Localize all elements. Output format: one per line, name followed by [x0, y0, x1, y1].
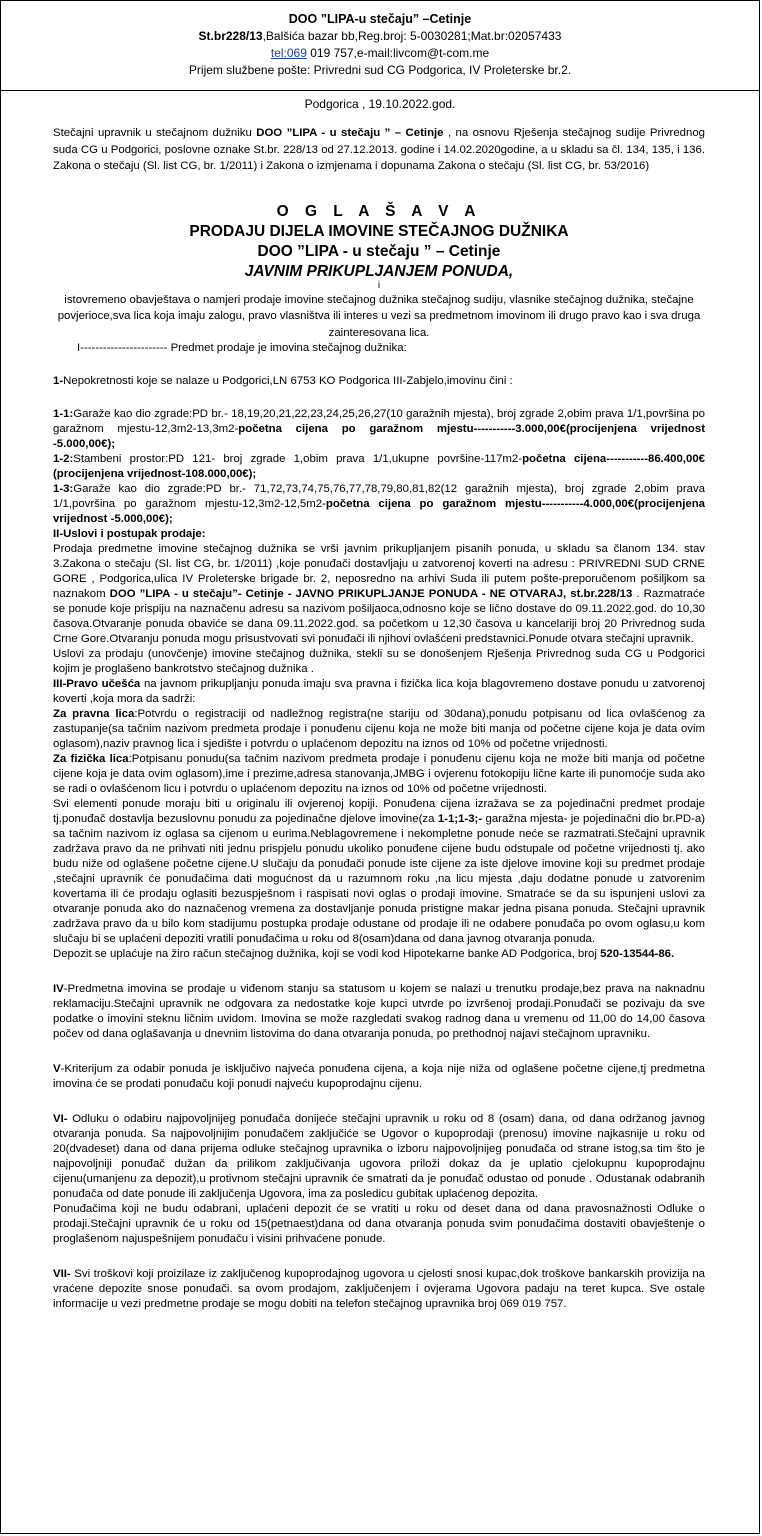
section-ii-text: Prodaja predmetne imovine stečajnog dužnika se vrši javnim prikupljanjem pisanih ponuda, u skladu sa članom 134. stav 3.Zakona o stečaju (Sl. list CG, br. 1/2011) ,koje ponuđači dostavljaju u zatvorenoj koverti na adresu : PRIVREDNI SUD CRNE GORE , Podgorica,ulica IV Proleterske brigade br. 2, neposredno na arhivi Suda ili putem pošte-preporučenom pošiljkom sa naznakom	[53, 543, 705, 600]
company-name: DOO ”LIPA-u stečaju” –Cetinje	[288, 12, 472, 26]
section-iii-heading	[53, 677, 705, 707]
offer-rules-text-end: garažna mjesta- je pojedinačni dio br.PD-a) sa tačnim nazivom iz oglasa sa cijenom u eurima.Neblagovremene i nekompletne ponude neće se razmatrati.Stečajni upravnik zadržava pravo da ne prihvati niti jednu prispjelu ponudu ukoliko ponuđene cijene budu odstupale od početne vrijednosti tj. ako budu niže od oglašene početne cijene.U slučaju da ponuđači ponude iste cijene za iste djelove imovine koji su predmet prodaje ,stečajni upravnik će ponuđačima dati mogućnost da u razumnom roku ,na licu mjesta ,daju dodatne ponude u zatvorenim kovertama ili će prodaju oglasiti bezuspješnom i raspisati novi oglas o prodaji imovine. Smatraće se da su ispunjeni uslovi za otvaranje ponuda ako do naznačenog vremena za dostavljanje ponuda pristigne makar jedna pisana ponuda. Stečajni upravnik zadržava pravo da u bilo kom stadijumu postupka prodaje odustane od prodaje ili ne odabere ponuđača po ovom oglasu,u kom slučaju bi se uplaćeni depoziti vratili ponuđačima u roku od 8(osam)dana od dana javnog otvaranja ponuda.	[53, 813, 705, 945]
spacer	[53, 389, 705, 407]
announcement-connector: i	[377, 279, 381, 291]
item-price: početna cijena-----------86.400,00€(procijenjena vrijednost-108.000,00€);	[53, 453, 706, 480]
deposit-text: Depozit se uplaćuje na žiro račun stečajnog dužnika, koji se vodi kod Hipotekarne banke AD Podgorica, broj	[53, 948, 601, 960]
item-price: početna cijena po garažnom mjestu-----------4.000,00€(procijenjena vrijednost -5.000,00€);	[53, 498, 705, 525]
section-vi-paragraph-2: Ponuđačima koji ne budu odabrani, uplaćeni depozit će se vratiti u roku od deset dana od dana pravosnažnosti Odluke o prodaji.Stečajni upravnik će u roku od 15(petnaest)dana od dana otvaranja ponuda svim ponuđačima dostaviti obavještenje o proglašenom najuspešnijem ponuđaču i visini prihvaćene ponude.	[53, 1203, 705, 1245]
legal-entities-label: Za pravna lica	[53, 708, 135, 720]
item-label: 1-2:	[53, 453, 74, 465]
intro-paragraph	[53, 125, 705, 175]
item-1-3	[53, 482, 705, 527]
announcement-line-4: JAVNIM PRIKUPLJANJEM PONUDA,	[244, 262, 514, 280]
natural-persons-paragraph	[53, 752, 705, 797]
registry-line	[1, 28, 759, 45]
section-vi-text: Odluku o odabiru najpovoljnijeg ponuđača donijeće stečajni upravnik u roku od 8 (osam) dana, od dana održanog javnog otvaranja ponuda. Sa najpovoljnijim ponuđačem zaključiće se Ugovor o kupoprodaji (prenosu) imovine najkasnije u roku od 20(dvadeset) dana od dana prijema odluke stečajnog upravnika o izboru najpovoljnijeg ponuđača od strane istog,sa tim što je najpovoljniji ponuđač dužan da prilikom zaključivanja ugovora priloži dokaz da je uplatio cjelokupnu kupoprodajnu cijenu(umanjenu za depozit),u protivnom stečajni upravnik će smatrati da je ponuđač odustao od ponude . Odustanak odabranih ponuđača od date ponude ili zaključenja Ugovora, ima za posledicu gubitak uplaćenog depozita.	[53, 1113, 705, 1200]
item-1-1	[53, 407, 705, 452]
item-label: 1-1:	[53, 408, 74, 420]
section-i-heading: I----------------------- Predmet prodaje je imovina stečajnog dužnika:	[77, 342, 407, 354]
item-text: Garaže kao dio zgrade:PD br.- 18,19,20,21,22,23,24,25,26,27(10 garažnih mjesta), broj zgrade 2,obim prava 1/1,površina po garažnom mjestu-12,3m2-13,3m2-	[53, 408, 705, 435]
item-price: početna cijena po garažnom mjestu-----------3.000,00€(procijenjena vrijednost -5.000,00€);	[53, 423, 705, 450]
announcement-line-1: O G L A Š A V A	[276, 202, 482, 220]
spacer	[53, 1092, 705, 1112]
bank-account-number: 520-13544-86.	[600, 948, 675, 960]
item-label: 1-3:	[53, 483, 74, 495]
section-iii-label: III-Pravo učešća	[53, 678, 141, 690]
section-ii-text-end: . Razmatraće se ponude koje prispiju na naznačenu adresu sa nazivom pošiljaoca,odnosno koje se lično dostave do 09.11.2022.god. do 10,30 časova.Otvaranje ponuda obaviće se dana 09.11.2022.god. sa početkom u 12,30 časova u kancelariji broj 20 Privrednog suda Crne Gore.Otvaranju ponuda mogu prisustvovati svi ponuđači ili njihovi ovlašćeni predstavnici.Ponude otvara stečajni upravnik.	[53, 588, 705, 645]
section-vi-paragraph-1	[53, 1112, 705, 1202]
date-line: Podgorica , 19.10.2022.god.	[304, 97, 456, 111]
section-i-intro-text: Nepokretnosti koje se nalaze u Podgorici,LN 6753 KO Podgorica III-Zabjelo,imovinu čini :	[63, 375, 513, 387]
case-number: St.br228/13	[198, 29, 263, 43]
offer-rules-paragraph	[53, 797, 705, 947]
spacer	[53, 1042, 705, 1062]
offer-rules-text: Svi elementi ponude moraju biti u originalu ili ovjerenoj kopiji. Ponuđena cijena izražava se za pojedinačni predmet prodaje tj.ponuđač dostavlja bezuslovnu ponudu za pojedinačne djelove imovine(za	[53, 798, 705, 825]
envelope-label: DOO ”LIPA - u stečaju”- Cetinje - JAVNO PRIKUPLJANJE PONUDA - NE OTVARAJ, st.br.228/13	[109, 588, 633, 600]
spacer	[53, 962, 705, 982]
section-v-label: V	[53, 1063, 61, 1075]
item-reference: 1-1;1-3;-	[437, 813, 483, 825]
document-body	[53, 125, 705, 1312]
phone-link[interactable]: tel:069	[270, 46, 307, 60]
section-vi-label: VI-	[53, 1113, 68, 1125]
spacer	[53, 356, 705, 374]
legal-entities-text: :Potvrdu o registraciji od nadležnog registra(ne stariju od 30dana),ponudu potpisanu od lica ovlašćenog za zastupanje(sa tačnim nazivom predmeta prodaje i ponuđenu cijenu koja ne može biti manja od početne cijene koja je data ovim oglasom),naziv pravnog lica i sjedište i potvrdu o uplaćenom depozitu na iznos od 10% od početne vrijednosti.	[53, 708, 705, 750]
natural-persons-text: :Potpisanu ponudu(sa tačnim nazivom predmeta prodaje i ponuđenu cijenu koja ne može biti manja od početne cijene koja je data ovim oglasom),ime i prezime,adresa stanovanja,JMBG i ovjerenu fotokopiju lične karte ili punomoćje suda ako se radi o ovlašćenom licu i potvrdu o uplaćenom depozitu na iznos od 10% od početne vrijednosti.	[53, 753, 705, 795]
item-text: Stambeni prostor:PD 121- broj zgrade 1,obim prava 1/1,ukupne površine-117m2-	[73, 453, 523, 465]
section-ii-paragraph-1	[53, 542, 705, 647]
section-vii-label: VII-	[53, 1268, 71, 1280]
contact-details: 019 757,e-mail:livcom@t-com.me	[306, 46, 490, 60]
mail-receipt-line: Prijem službene pošte: Privredni sud CG Podgorica, IV Proleterske br.2.	[188, 63, 572, 77]
section-ii-paragraph-2: Uslovi za prodaju (unovčenje) imovine stečajnog dužnika, stekli su se donošenjem Rješenja Privrednog suda CG u Podgorici kojim je proglašeno bankrotstvo stečajnog dužnika .	[53, 648, 705, 675]
notice-paragraph: istovremeno obavještava o namjeri prodaje imovine stečajnog dužnika stečajnog sudiju, vlasnike stečajnog dužnika, stečajne povjerioce,sva lica koja imaju zalogu, pravo vlasništva ili interes u vezi sa predmetnom imovinom ili drugo pravo kao i sva druga zainteresovana lica.	[57, 293, 701, 339]
section-v-text: -Kriterijum za odabir ponuda je isključivo najveća ponuđena cijena, a koja nije niža od oglašene početne cijene,tj predmetna imovina će se prodati ponuđaču koji ponudi najveću kupoprodajnu cijenu.	[53, 1063, 705, 1090]
intro-text: Stečajni upravnik u stečajnom dužniku	[53, 127, 257, 139]
letterhead	[1, 11, 759, 79]
header-divider	[1, 90, 759, 91]
registry-details: ,Balšića bazar bb,Reg.broj: 5-0030281;Mat.br:02057433	[262, 29, 562, 43]
natural-persons-label: Za fizička lica	[53, 753, 129, 765]
contact-line	[1, 45, 759, 62]
announcement-line-3: DOO ”LIPA - u stečaju ” – Cetinje	[257, 242, 501, 260]
section-iv	[53, 982, 705, 1042]
section-iii-intro: na javnom prikupljanju ponuda imaju sva pravna i fizička lica koja blagovremeno dostave ponudu u zatvorenoj koverti ,koja mora da sadrži:	[53, 678, 706, 705]
spacer	[53, 1247, 705, 1267]
item-1-2	[53, 452, 705, 482]
deposit-paragraph	[53, 947, 705, 962]
announcement-line-2: PRODAJU DIJELA IMOVINE STEČAJNOG DUŽNIKA	[189, 222, 569, 240]
section-iv-text: -Predmetna imovina se prodaje u viđenom stanju sa statusom u kojem se nalazi u trenutku prodaje,bez prava na naknadnu reklamaciju.Stečajni upravnik ne odgovara za nedostatke koje kupci utvrde po izvršenoj prodaji.Ponuđači se pozivaju da sve podatke o imovini steknu ličnim uvidom. Imovina se može razgledati svakog radnog dana u vremenu od 11,00 do 14,00 časova počev od dana oglašavanja u dnevnim listovima do dana otvaranja ponuda, po prethodnoj najavi stečajnom upravniku.	[53, 983, 705, 1040]
section-vii-text: Svi troškovi koji proizilaze iz zaključenog kupoprodajnog ugovora u cjelosti snosi kupac,dok troškove bankarskih provizija na vraćene depozite snose ponuđači. sa ovom prodajom, zaključenjem i ovjerama Ugovora padaju na teret kupca. Sve ostale informacije u vezi predmetne prodaje se mogu dobiti na telefon stečajnog upravnika broj 069 019 757.	[53, 1268, 705, 1310]
announcement-title	[53, 202, 705, 282]
section-ii-heading: II-Uslovi i postupak prodaje:	[53, 528, 206, 540]
legal-entities-paragraph	[53, 707, 705, 752]
section-i-intro	[53, 374, 705, 389]
section-v	[53, 1062, 705, 1092]
debtor-name: DOO ”LIPA - u stečaju ” – Cetinje	[256, 127, 444, 139]
intro-legal-basis: , na osnovu Rješenja stečajnog sudije Privrednog suda CG u Podgorici, poslovne oznake St.br. 228/13 od 27.12.2013. godine i 14.02.2020godine, a u skladu sa čl. 134, 135, i 136. Zakona o stečaju (Sl. list CG, br. 1/2011) i Zakona o izmjenama i dopunama Zakona o stečaju (Sl. list CG, br. 53/2016)	[53, 127, 705, 172]
section-vii	[53, 1267, 705, 1312]
section-iv-label: IV	[53, 983, 64, 995]
item-number: 1-	[53, 375, 64, 387]
item-text: Garaže kao dio zgrade:PD br.- 71,72,73,74,75,76,77,78,79,80,81,82(12 garažnih mjesta), broj zgrade 2,obim prava 1/1,površina po garažnom mjestu-12,3m2-12,5m2-	[53, 483, 705, 510]
